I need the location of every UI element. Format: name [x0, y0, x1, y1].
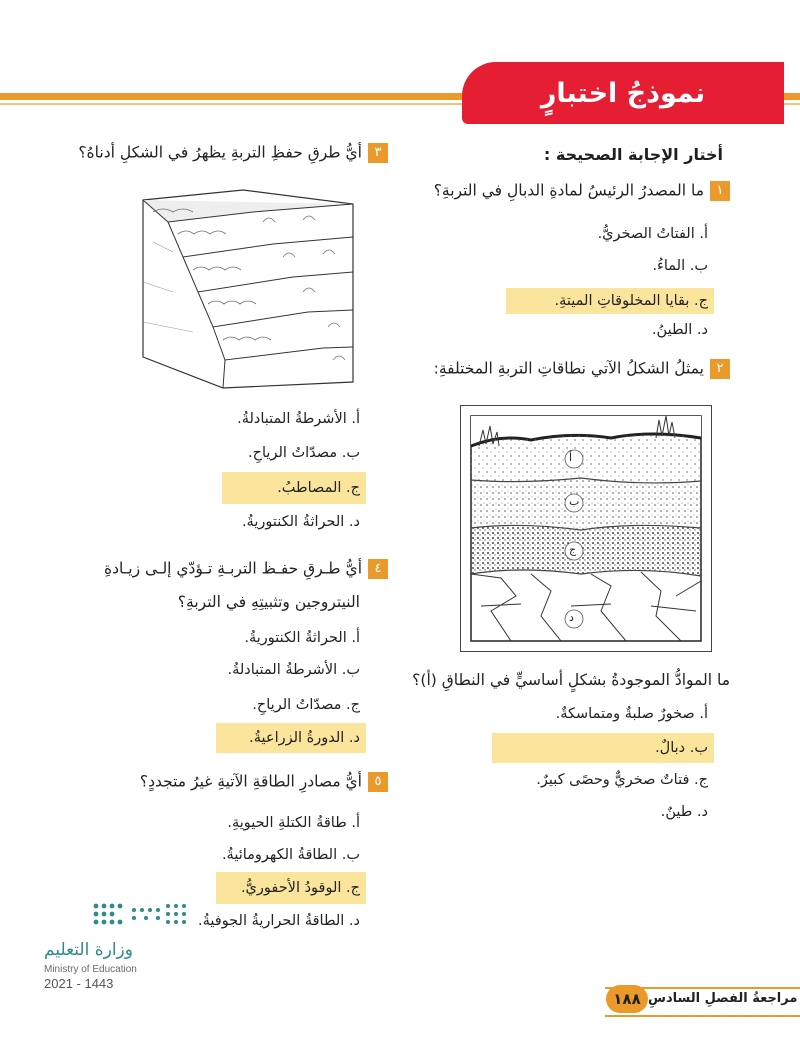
- q5-option-b[interactable]: ب. الطاقةُ الكهرومائيةُ.: [221, 847, 360, 863]
- question-1: [434, 181, 730, 201]
- question-2-sub: ما الموادُّ الموجودةُ بشكلٍ أساسيٍّ في النطاقِ (أ)؟: [412, 671, 730, 689]
- q2-option-c[interactable]: ج. فتاتٌ صخريٌّ وحصًى كبيرٌ.: [536, 772, 708, 788]
- question-4-line-1: [104, 559, 388, 579]
- ministry-name-english: Ministry of Education: [44, 964, 137, 975]
- zone-label-d: د: [569, 611, 574, 624]
- chapter-review-label: مراجعةُ الفصلِ السادسِ: [648, 991, 798, 1006]
- question-5: [140, 772, 388, 792]
- question-3-text: أيُّ طرقِ حفظِ التربةِ يظهرُ في الشكلِ أدناهُ؟: [78, 143, 362, 162]
- page-number: ١٨٨: [606, 985, 648, 1013]
- question-2: [434, 359, 730, 379]
- zone-label-a: أ: [569, 451, 573, 464]
- q4-option-d-highlighted[interactable]: د. الدورةُ الزراعيةُ.: [216, 723, 366, 753]
- q1-option-b[interactable]: ب. الماءُ.: [652, 258, 708, 274]
- q1-option-d[interactable]: د. الطينُ.: [651, 322, 708, 338]
- ministry-name-arabic: وزارة التعليم: [44, 940, 133, 960]
- question-2-number: ٢: [710, 359, 730, 379]
- question-4-text-1: أيُّ طـرقِ حفـظ التربـةِ تـؤدّي إلـى زيـادةِ: [103, 559, 362, 578]
- zone-label-b: ب: [569, 495, 580, 508]
- q5-option-c-highlighted[interactable]: ج. الوقودُ الأحفوريُّ.: [216, 872, 366, 904]
- q3-option-c-highlighted[interactable]: ج. المصاطبُ.: [222, 472, 366, 504]
- zone-label-c: ج: [569, 543, 577, 556]
- question-5-number: ٥: [368, 772, 388, 792]
- question-4-number: ٤: [368, 559, 388, 579]
- q2-option-d[interactable]: د. طينٌ.: [660, 804, 708, 820]
- q2-option-a[interactable]: أ. صخورٌ صلبةٌ ومتماسكةٌ.: [555, 706, 708, 722]
- question-2-text: يمثلُ الشكلُ الآتي نطاقاتِ التربةِ المختلفةِ:: [433, 359, 704, 378]
- q4-option-c[interactable]: ج. مصدّاتُ الرياحِ.: [252, 697, 360, 713]
- q1-option-a[interactable]: أ. الفتاتُ الصخريُّ.: [597, 226, 708, 242]
- q5-option-a[interactable]: أ. طاقةُ الكتلةِ الحيويةِ.: [227, 815, 360, 831]
- instruction-heading: أختار الإجابة الصحيحة :: [543, 145, 723, 164]
- soil-profile-figure: [460, 405, 712, 652]
- q4-option-b[interactable]: ب. الأشرطةُ المتبادلةُ.: [227, 662, 360, 678]
- soil-profile-illustration: [461, 406, 711, 651]
- question-3: [78, 143, 388, 163]
- question-4-line-2: النيتروجين وتثبيتِهِ في التربةِ؟: [177, 593, 360, 611]
- question-5-text: أيُّ مصادرِ الطاقةِ الآتيةِ غيرُ متجددٍ؟: [139, 772, 362, 791]
- question-1-text: ما المصدرُ الرئيسُ لمادةِ الدبالِ في التربةِ؟: [433, 181, 704, 200]
- question-3-number: ٣: [368, 143, 388, 163]
- q3-option-b[interactable]: ب. مصدّاتُ الرياحِ.: [248, 445, 360, 461]
- q3-option-a[interactable]: أ. الأشرطةُ المتبادلةُ.: [237, 411, 360, 427]
- q3-option-d[interactable]: د. الحراثةُ الكنتوريةُ.: [241, 514, 360, 530]
- q4-option-a[interactable]: أ. الحراثةُ الكنتوريةُ.: [244, 630, 360, 646]
- terraces-illustration: [133, 182, 361, 394]
- q5-option-d[interactable]: د. الطاقةُ الحراريةُ الجوفيةُ.: [198, 913, 360, 929]
- q2-option-b-highlighted[interactable]: ب. دبالٌ.: [492, 733, 714, 763]
- year-label: 2021 - 1443: [44, 976, 114, 991]
- ministry-logo-icon: [90, 900, 190, 934]
- q1-option-c-highlighted[interactable]: ج. بقايا المخلوقاتِ الميتةِ.: [506, 288, 714, 314]
- question-1-number: ١: [710, 181, 730, 201]
- terraces-figure: [133, 182, 361, 394]
- page-title: نموذجُ اختبارٍ: [462, 62, 784, 124]
